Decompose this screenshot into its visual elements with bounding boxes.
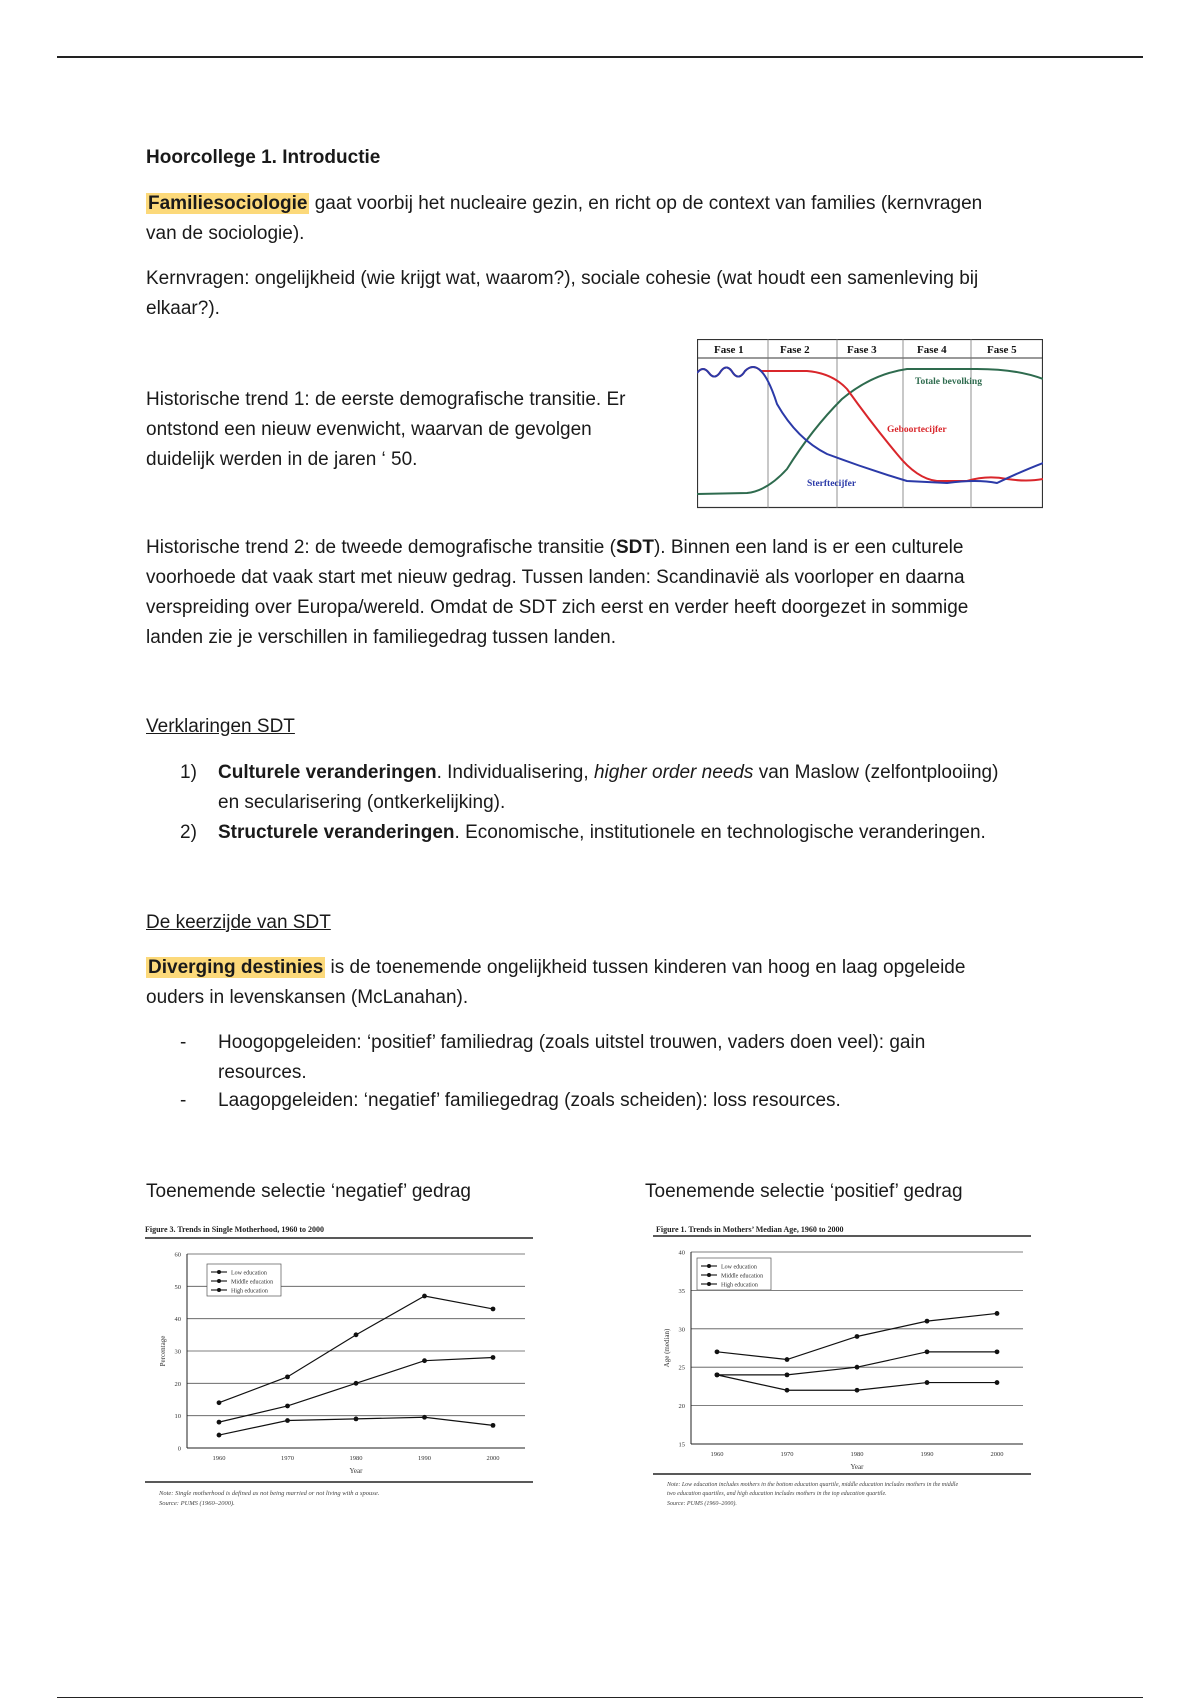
series-line-middle-education	[717, 1352, 997, 1375]
data-point	[285, 1374, 290, 1379]
legend-marker	[217, 1288, 221, 1292]
data-point	[422, 1415, 427, 1420]
data-point	[785, 1388, 790, 1393]
data-point	[217, 1433, 222, 1438]
top-rule	[57, 56, 1143, 58]
legend-label: Low education	[721, 1264, 757, 1271]
explanation-item-2	[180, 818, 1080, 848]
data-point	[925, 1319, 930, 1324]
data-point	[354, 1381, 359, 1386]
y-tick-label: 15	[678, 1441, 685, 1449]
item-number: 2)	[180, 822, 197, 843]
phase-label-1: Fase 1	[714, 344, 744, 356]
page-title: Hoorcollege 1. Introductie	[146, 147, 381, 168]
mothers-median-age-chart	[653, 1222, 1033, 1517]
phase-label-2: Fase 2	[780, 344, 810, 356]
bullet-dash: -	[180, 1032, 187, 1053]
y-tick-label: 20	[174, 1380, 181, 1388]
bullet-item-1	[180, 1028, 1080, 1088]
data-point	[491, 1355, 496, 1360]
trend1-paragraph	[146, 385, 625, 475]
explanation-item-1	[180, 758, 1080, 818]
legend-marker	[217, 1270, 221, 1274]
trend1-line3: duidelijk werden in de jaren ‘ 50.	[146, 449, 418, 470]
x-tick-label: 1970	[780, 1451, 794, 1458]
item-pre: . Individualisering,	[436, 762, 594, 783]
y-tick-label: 0	[177, 1445, 181, 1453]
item-line2: en secularisering (ontkerkelijking).	[218, 792, 506, 813]
trend2-line1-pre: Historische trend 2: de tweede demografische transitie (	[146, 537, 616, 558]
sdt-abbrev: SDT	[615, 537, 654, 558]
item-italic: higher order needs	[593, 762, 754, 783]
data-point	[855, 1365, 860, 1370]
item-post: van Maslow (zelfontplooiing)	[753, 762, 999, 783]
chart-note-line1: Note: Low education includes mothers in the bottom education quartile, middle education includes mothers in the middle	[667, 1482, 959, 1488]
trend2-line2: voorhoede dat vaak start met nieuw gedrag. Tussen landen: Scandinavië als voorloper en daarna	[146, 567, 965, 588]
phase-label-3: Fase 3	[847, 344, 877, 356]
legend-label: Low education	[231, 1270, 267, 1277]
y-tick-label: 20	[678, 1403, 685, 1411]
chart-source: Source: PUMS (1960–2000).	[667, 1501, 737, 1507]
intro-line2: van de sociologie).	[146, 223, 305, 244]
chart-title: Figure 1. Trends in Mothers’ Median Age, 1960 to 2000	[656, 1225, 844, 1234]
chart-title: Figure 3. Trends in Single Motherhood, 1960 to 2000	[145, 1225, 324, 1234]
data-point	[855, 1334, 860, 1339]
x-tick-label: 1980	[349, 1455, 363, 1462]
data-point	[285, 1404, 290, 1409]
caption-positive: Toenemende selectie ‘positief’ gedrag	[645, 1181, 963, 1202]
trend2-paragraph	[146, 533, 968, 653]
legend-label: High education	[231, 1288, 268, 1295]
diverging-line1: is de toenemende ongelijkheid tussen kinderen van hoog en laag opgeleide	[325, 957, 966, 978]
core-questions-line1: Kernvragen: ongelijkheid (wie krijgt wat, waarom?), sociale cohesie (wat houdt een samenleving bij	[146, 268, 979, 289]
legend-label: Middle education	[721, 1273, 764, 1280]
chart-note-line2: two education quartiles, and high education includes mothers in the top education quartile.	[667, 1491, 887, 1497]
legend-marker	[707, 1282, 711, 1286]
data-point	[491, 1423, 496, 1428]
diverging-line2: ouders in levenskansen (McLanahan).	[146, 987, 469, 1008]
death-rate-label: Sterftecijfer	[807, 479, 857, 489]
data-point	[354, 1332, 359, 1337]
bullet-line1: Laagopgeleiden: ‘negatief’ familiegedrag (zoals scheiden): loss resources.	[218, 1090, 841, 1111]
bullet-line1: Hoogopgeleiden: ‘positief’ familiedrag (zoals uitstel trouwen, vaders doen veel): gain	[218, 1032, 926, 1053]
trend1-line1: Historische trend 1: de eerste demografische transitie. Er	[146, 389, 626, 410]
item-bold: Structurele veranderingen	[218, 822, 455, 843]
data-point	[422, 1294, 427, 1299]
data-point	[925, 1380, 930, 1385]
single-motherhood-chart	[145, 1222, 535, 1517]
bullet-item-2	[180, 1086, 1080, 1116]
data-point	[285, 1418, 290, 1423]
phase-label-4: Fase 4	[917, 344, 947, 356]
data-point	[855, 1388, 860, 1393]
y-tick-label: 40	[174, 1316, 181, 1324]
y-axis-label: Age (median)	[663, 1328, 671, 1368]
highlight-diverging-destinies: Diverging destinies	[148, 957, 324, 978]
item-number: 1)	[180, 762, 197, 783]
downside-heading: De keerzijde van SDT	[146, 912, 331, 933]
trend1-line2: ontstond een nieuw evenwicht, waarvan de gevolgen	[146, 419, 592, 440]
x-tick-label: 2000	[486, 1455, 500, 1462]
data-point	[715, 1372, 720, 1377]
y-axis-label: Percentage	[159, 1335, 167, 1367]
data-point	[995, 1380, 1000, 1385]
chart-source: Source: PUMS (1960–2000).	[159, 1500, 235, 1507]
x-tick-label: 1960	[212, 1455, 226, 1462]
caption-negative: Toenemende selectie ‘negatief’ gedrag	[146, 1181, 471, 1202]
data-point	[995, 1349, 1000, 1354]
data-point	[715, 1349, 720, 1354]
y-tick-label: 40	[678, 1249, 685, 1257]
y-tick-label: 30	[678, 1326, 685, 1334]
data-point	[422, 1358, 427, 1363]
series-line-low-education	[219, 1296, 493, 1403]
x-tick-label: 2000	[990, 1451, 1004, 1458]
demographic-transition-chart	[697, 339, 1043, 509]
item-post: . Economische, institutionele en technologische veranderingen.	[454, 822, 986, 843]
trend2-line4: landen zie je verschillen in familiegedrag tussen landen.	[146, 627, 617, 648]
data-point	[995, 1311, 1000, 1316]
legend-label: High education	[721, 1282, 758, 1289]
phase-label-5: Fase 5	[987, 344, 1017, 356]
birth-rate-label: Geboortecijfer	[887, 425, 947, 435]
data-point	[785, 1357, 790, 1362]
y-tick-label: 60	[174, 1251, 181, 1259]
explanations-heading: Verklaringen SDT	[146, 716, 295, 737]
intro-paragraph	[146, 189, 982, 249]
data-point	[491, 1307, 496, 1312]
x-axis-label: Year	[850, 1463, 864, 1471]
core-questions-line2: elkaar?).	[146, 298, 220, 319]
legend-label: Middle education	[231, 1279, 274, 1286]
bullet-dash: -	[180, 1090, 187, 1111]
x-tick-label: 1960	[710, 1451, 724, 1458]
trend2-line3: verspreiding over Europa/wereld. Omdat de SDT zich eerst en verder heeft doorgezet in sommige	[146, 597, 969, 618]
x-tick-label: 1990	[418, 1455, 431, 1462]
legend-marker	[217, 1279, 221, 1283]
population-label: Totale bevolking	[915, 377, 982, 387]
bullet-line2: resources.	[218, 1062, 307, 1083]
y-tick-label: 30	[174, 1348, 181, 1356]
y-tick-label: 50	[174, 1283, 181, 1291]
data-point	[785, 1372, 790, 1377]
trend2-line1-post: ). Binnen een land is er een culturele	[653, 537, 964, 558]
bottom-rule	[57, 1697, 1143, 1698]
y-tick-label: 25	[678, 1364, 685, 1372]
diverging-paragraph	[146, 953, 965, 1013]
data-point	[217, 1400, 222, 1405]
x-tick-label: 1990	[920, 1451, 934, 1458]
data-point	[217, 1420, 222, 1425]
x-tick-label: 1970	[281, 1455, 294, 1462]
core-questions-paragraph	[146, 264, 978, 324]
x-axis-label: Year	[349, 1467, 363, 1475]
y-tick-label: 10	[174, 1413, 181, 1421]
x-tick-label: 1980	[850, 1451, 864, 1458]
legend-marker	[707, 1273, 711, 1277]
highlight-familiesociologie: Familiesociologie	[148, 193, 308, 214]
item-bold: Culturele veranderingen	[218, 762, 437, 783]
y-tick-label: 35	[678, 1287, 685, 1295]
data-point	[354, 1417, 359, 1422]
data-point	[925, 1349, 930, 1354]
legend-marker	[707, 1264, 711, 1268]
chart-note: Note: Single motherhood is defined as not being married or not living with a spouse.	[159, 1490, 380, 1497]
series-line-middle-education	[219, 1357, 493, 1422]
intro-line1: gaat voorbij het nucleaire gezin, en richt op de context van families (kernvragen	[309, 193, 983, 214]
